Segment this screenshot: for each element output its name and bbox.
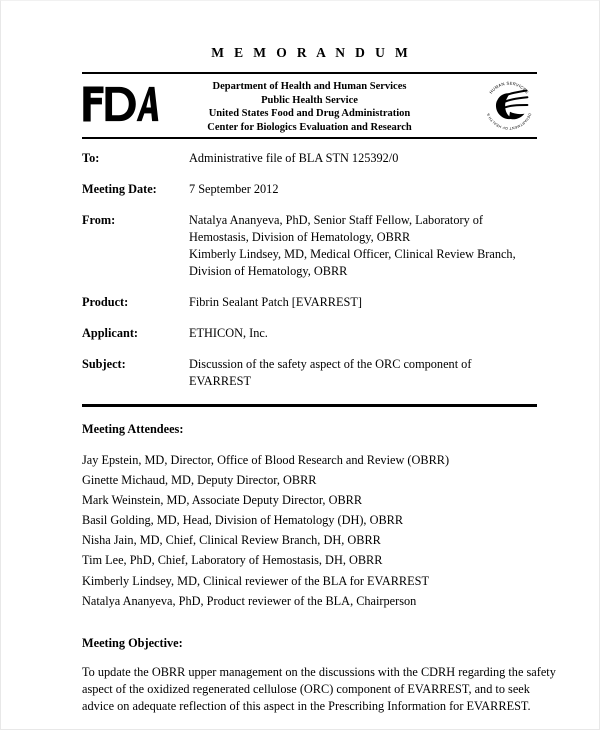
field-value-to xyxy=(189,150,537,167)
header-rule-bottom xyxy=(82,137,537,139)
field-value-from-line-4: Division of Hematology, OBRR xyxy=(189,264,348,278)
page-title: M E M O R A N D U M xyxy=(211,45,412,60)
agency-line-3: United States Food and Drug Administration xyxy=(208,108,411,120)
field-row-subject xyxy=(82,356,537,390)
list-item: Jay Epstein, MD, Director, Office of Blood Research and Review (OBRR) xyxy=(82,453,450,467)
objective-line-1: To update the OBRR upper management on the discussions with the CDRH regarding the safety xyxy=(82,664,556,679)
field-value-from xyxy=(189,212,537,280)
objective-line-2: aspect of the oxidized regenerated cellulose (ORC) component of EVARREST, and to seek xyxy=(82,681,530,696)
field-row-from xyxy=(82,212,537,280)
field-value-meeting-date xyxy=(189,181,537,198)
field-value-subject-line-2: EVARREST xyxy=(189,374,251,388)
field-label-to: To: xyxy=(82,151,100,165)
agency-line-4: Center for Biologics Evaluation and Research xyxy=(207,121,412,133)
field-value-subject-line-1: Discussion of the safety aspect of the ORC component of xyxy=(189,357,472,371)
field-value-meeting-date-line-1: 7 September 2012 xyxy=(189,182,279,196)
svg-text:HUMAN SERVICES: HUMAN SERVICES xyxy=(488,80,530,95)
list-item: Natalya Ananyeva, PhD, Product reviewer of the BLA, Chairperson xyxy=(82,593,417,608)
fields-rule-bottom xyxy=(82,404,537,407)
field-label-subject: Subject: xyxy=(82,357,126,371)
field-label-product: Product: xyxy=(82,295,129,309)
list-item: Ginette Michaud, MD, Deputy Director, OBRR xyxy=(82,473,317,488)
field-value-product-line-1: Fibrin Sealant Patch [EVARREST] xyxy=(189,295,362,309)
field-label-from: From: xyxy=(82,213,116,227)
letterhead xyxy=(82,74,537,137)
field-value-from-line-2: Hemostasis, Division of Hematology, OBRR xyxy=(189,230,411,244)
field-value-subject xyxy=(189,356,537,390)
fda-logo-icon xyxy=(82,83,160,125)
field-value-product xyxy=(189,294,537,311)
memo-content-area xyxy=(82,1,556,715)
field-label-meeting-date: Meeting Date: xyxy=(82,182,157,196)
hhs-seal-icon xyxy=(479,76,539,134)
list-item: Mark Weinstein, MD, Associate Deputy Director, OBRR xyxy=(82,493,363,508)
field-row-to xyxy=(82,150,537,167)
objective-heading: Meeting Objective: xyxy=(82,635,183,650)
field-row-meeting-date xyxy=(82,181,537,198)
field-value-from-line-3: Kimberly Lindsey, MD, Medical Officer, Clinical Review Branch, xyxy=(189,247,516,261)
field-row-product xyxy=(82,294,537,311)
objective-line-3: advice on adequate reflection of this aspect in the Prescribing Information for EVARREST. xyxy=(82,699,531,714)
svg-text:DEPARTMENT OF HEALTH &: DEPARTMENT OF HEALTH & xyxy=(486,112,532,131)
list-item: Tim Lee, PhD, Chief, Laboratory of Hemostasis, DH, OBRR xyxy=(82,553,383,568)
field-value-to-line-1: Administrative file of BLA STN 125392/0 xyxy=(189,151,399,165)
agency-line-1: Department of Health and Human Services xyxy=(212,81,407,92)
agency-line-2: Public Health Service xyxy=(261,94,358,106)
field-row-applicant xyxy=(82,325,537,342)
field-label-applicant: Applicant: xyxy=(82,326,139,340)
field-value-from-line-1: Natalya Ananyeva, PhD, Senior Staff Fellow, Laboratory of xyxy=(189,213,484,227)
field-value-applicant-line-1: ETHICON, Inc. xyxy=(189,326,268,340)
list-item: Kimberly Lindsey, MD, Clinical reviewer of the BLA for EVARREST xyxy=(82,573,429,588)
list-item: Nisha Jain, MD, Chief, Clinical Review Branch, DH, OBRR xyxy=(82,533,381,548)
memo-fields xyxy=(82,150,537,390)
list-item: Basil Golding, MD, Head, Division of Hematology (DH), OBRR xyxy=(82,513,404,528)
attendees-list xyxy=(82,450,537,611)
objective-paragraph xyxy=(82,664,556,716)
attendees-heading: Meeting Attendees: xyxy=(82,422,184,436)
field-value-applicant xyxy=(189,325,537,342)
